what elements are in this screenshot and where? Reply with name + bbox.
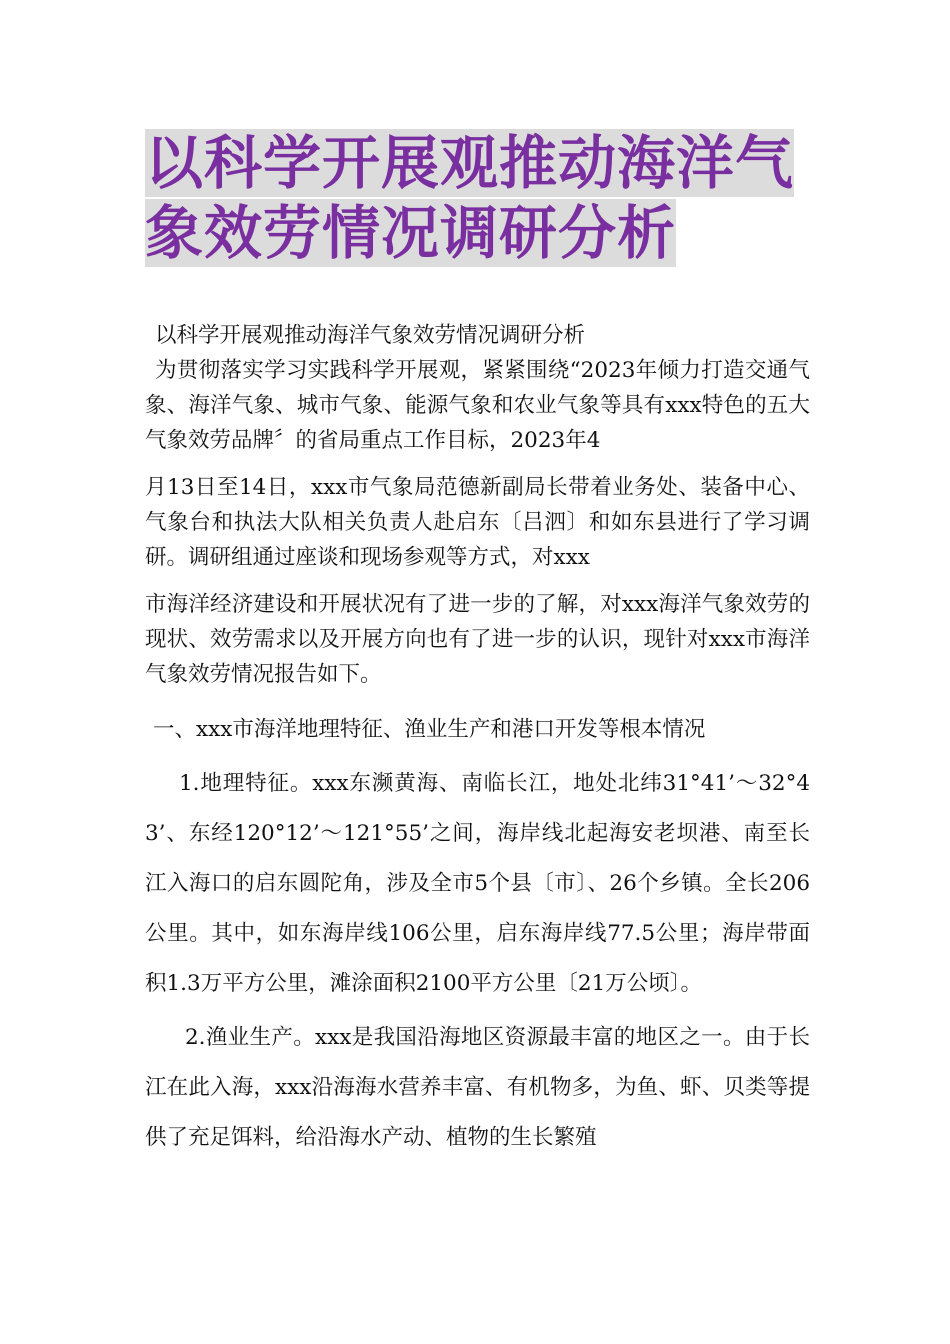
paragraph-geography: 1.地理特征。xxx东濒黄海、南临长江，地处北纬31°41’～32°43’、东经120°12’～121°55’之间，海岸线北起海安老坝港、南至长江入海口的启东圆陀角，涉及全市5个县〔市〕、26个乡镇。全长206公里。其中，如东海岸线106公里，启东海岸线77.5公里；海岸带面积1.3万平方公里，滩涂面积2100平方公里〔21万公顷〕。 bbox=[145, 771, 810, 996]
document-title-text: 以科学开展观推动海洋气象效劳情况调研分析 bbox=[145, 129, 795, 267]
paragraph-fishery: 2.渔业生产。xxx是我国沿海地区资源最丰富的地区之一。由于长江在此入海，xxx沿海海水营养丰富、有机物多，为鱼、虾、贝类等提供了充足饵料，给沿海水产动、植物的生长繁殖 bbox=[145, 1025, 810, 1150]
document-title bbox=[145, 128, 815, 268]
paragraph-intro-c: 市海洋经济建设和开展状况有了进一步的了解，对xxx海洋气象效劳的现状、效劳需求以及开展方向也有了进一步的认识，现针对xxx市海洋气象效劳情况报告如下。 bbox=[145, 592, 810, 687]
document-body bbox=[145, 318, 810, 1163]
section-heading-1: 一、xxx市海洋地理特征、渔业生产和港口开发等根本情况 bbox=[153, 717, 706, 742]
paragraph-intro-b: 月13日至14日，xxx市气象局范德新副局长带着业务处、装备中心、气象台和执法大队相关负责人赴启东〔吕泗〕和如东县进行了学习调研。调研组通过座谈和现场参观等方式，对xxx bbox=[145, 475, 810, 570]
paragraph-intro-a: 为贯彻落实学习实践科学开展观，紧紧围绕“2023年倾力打造交通气象、海洋气象、城市气象、能源气象和农业气象等具有xxx特色的五大气象效劳品牌〞的省局重点工作目标，2023年4 bbox=[145, 358, 810, 453]
document-subtitle: 以科学开展观推动海洋气象效劳情况调研分析 bbox=[155, 323, 586, 348]
